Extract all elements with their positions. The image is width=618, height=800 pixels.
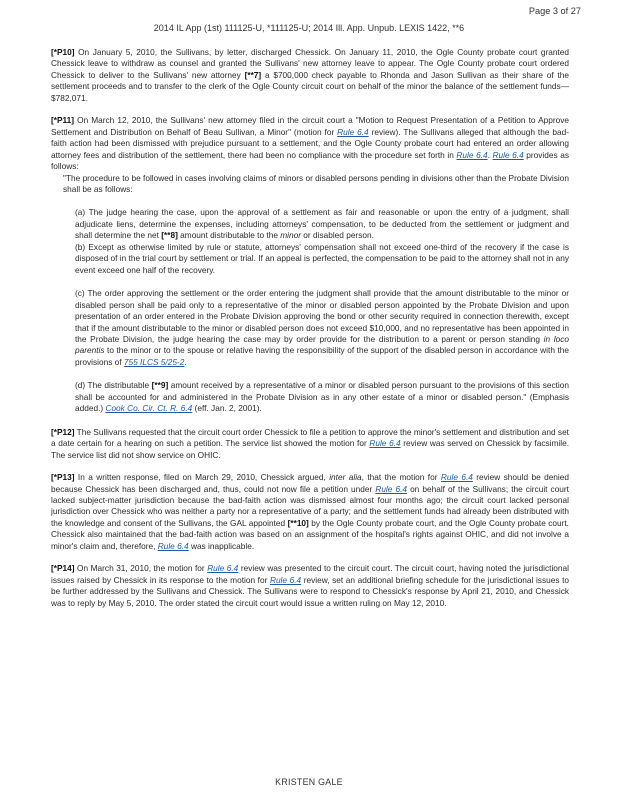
paragraph-p10 (51, 47, 569, 104)
paragraph-text: The Sullivans requested that the circuit court order Chessick to file a petition to approve the minor's settlement and distribution and set a date certain for a hearing on such a petition. The service list showed the motion for (51, 426, 569, 449)
clause-text: . (184, 356, 187, 367)
paragraph-text: review). The Sullivans alleged that although the bad-faith action had been dismissed with prejudice pursuant to a settlement, and the Ogle County probate court had entered an order allowing attorney fees and distribution of the settlement, there had been no compliance with the procedure set forth in (51, 126, 569, 160)
page-number: Page 3 of 27 (528, 6, 581, 16)
quote-clause-d (75, 380, 569, 414)
paragraph-text: review, set an additional briefing schedule for the jurisdictional issues to be further addressed by the Sullivans and Chessick. The Sullivans were to respond to Chessick's response by April 21, 2010, and Chessick was to reply by May 5, 2010. The order stated the circuit court would issue a written ruling on May 12, 2010. (51, 574, 569, 608)
quote-intro: "The procedure to be followed in cases involving claims of minors or disabled persons pending in divisions other than the Probate Division shall be as follows: (63, 172, 569, 194)
rule-6-4-link[interactable]: Rule 6.4 (157, 540, 189, 551)
quote-clause-a (75, 207, 569, 241)
document-body (51, 47, 569, 620)
quote-clause-b: (b) Except as otherwise limited by rule or statute, attorneys' compensation shall not exceed one-third of the recovery if the case is disposed of in the trial court by settlement or trial. If an appeal is perfected, the compensation to be paid to the attorney shall not in any event exceed one half of the recovery. (75, 241, 569, 275)
paragraph-text: review was presented to the circuit court. The circuit court, having noted the jurisdictional issues raised by Chessick in its response to the motion for (51, 563, 569, 585)
paragraph-label: [*P13] (51, 472, 75, 483)
paragraph-text: review should be denied because Chessick has been discharged and, thus, could not now file a petition under (51, 472, 569, 494)
quote-clause-c (75, 288, 569, 368)
clause-emphasis: minor (280, 230, 301, 241)
rule-6-4-link[interactable]: Rule 6.4 (492, 149, 524, 160)
page-marker: [**8] (161, 230, 178, 241)
clause-text: (a) The judge hearing the case, upon the approval of a settlement as fair and reasonable or upon the entry of a judgment, shall adjudicate liens, determine the expenses, including attorneys' compensation, to be deducted from the settlement or judgment and shall determine the net (75, 207, 569, 241)
paragraph-label: [*P12] (51, 426, 75, 437)
page-marker: [**7] (244, 69, 262, 80)
clause-text: amount distributable to the (177, 230, 281, 241)
clause-text: (d) The distributable (75, 380, 152, 391)
clause-text: to the minor or to the spouse or relative having the responsibility of the support of the disabled person in accordance with the provisions of (75, 345, 569, 367)
running-head: 2014 IL App (1st) 111125-U, *111125-U; 2014 Ill. App. Unpub. LEXIS 1422, **6 (153, 23, 465, 33)
rule-6-4-link[interactable]: Rule 6.4 (269, 574, 302, 585)
paragraph-text: On January 5, 2010, the Sullivans, by letter, discharged Chessick. On January 11, 2010, the Ogle County probate court granted Chessick leave to withdraw as counsel and granted the Sullivans' new attorney leave to appear. The Ogle County probate court ordered Chessick to deliver to the Sullivans' new attorney (51, 47, 569, 80)
paragraph-text: . (487, 149, 493, 160)
paragraph-text: , that the motion for (361, 472, 441, 483)
paragraph-p13 (51, 472, 569, 552)
paragraph-label: [*P14] (51, 563, 75, 574)
clause-emphasis: in loco parentis (75, 333, 569, 356)
paragraph-text: was inapplicable. (188, 540, 255, 551)
clause-text: (eff. Jan. 2, 2001). (192, 403, 262, 414)
paragraph-text: a $700,000 check payable to Rhonda and Jason Sullivan as their share of the settlement proceeds and to transfer to the clerk of the Ogle County circuit court on behalf of the minor the balance of the settlement funds—$782,071. (51, 69, 569, 103)
rule-6-4-link[interactable]: Rule 6.4 (456, 149, 488, 160)
paragraph-text: provides as follows: (51, 149, 570, 172)
latin-phrase: inter alia (329, 472, 362, 483)
footer-name: KRISTEN GALE (275, 777, 343, 787)
page-marker: [**9] (151, 380, 169, 391)
page-marker: [**10] (287, 517, 309, 528)
rule-6-4-link[interactable]: Rule 6.4 (369, 438, 401, 449)
rule-6-4-link[interactable]: Rule 6.4 (440, 472, 473, 483)
paragraph-p14 (51, 563, 569, 609)
paragraph-label: [*P10] (51, 47, 75, 57)
paragraph-p12 (51, 427, 569, 461)
statute-link[interactable]: 755 ILCS 5/25-2 (123, 356, 185, 367)
clause-text: or disabled person. (301, 230, 374, 241)
clause-text: amount received by a representative of a minor or disabled person pursuant to the provisions of this section shall be accounted for and administered in the Probate Division as in any other estate of a minor or disabled person." (Emphasis added.) (75, 380, 569, 414)
rule-6-4-link[interactable]: Rule 6.4 (375, 483, 407, 494)
paragraph-text: In a written response, filed on March 29, 2010, Chessick argued, (74, 472, 330, 483)
paragraph-text: review was served on Chessick by facsimile. The service list did not show service on OHIC. (51, 438, 569, 460)
paragraph-text: by the Ogle County probate court, and the Ogle County probate court. Chessick also maintained that the bad-faith action was based on an assignment of the hospital's rights against OHIC, and did not involve a minor's claim and, therefore, (51, 517, 569, 551)
court-rule-link[interactable]: Cook Co. Cir. Ct. R. 6.4 (105, 403, 193, 414)
rule-6-4-link[interactable]: Rule 6.4 (207, 563, 239, 574)
clause-text: (c) The order approving the settlement or the order entering the judgment shall provide that the amount distributable to the minor or disabled person shall be paid only to a representative of the minor or disabled person appointed by the Probate Division and upon presentation of an order entered in the Probate Division approving the bond or other security required in connection therewith, except that if the amount distributable to the minor or disabled person does not exceed $10,000, and no representative has been appointed in the Probate Division, the judge hearing the case may by order provide for the distribution to a parent or person standing (75, 288, 569, 344)
paragraph-text: on behalf of the Sullivans; the circuit court lacked subject-matter jurisdiction because the bad-faith action was dismissed almost four months ago; the circuit court lacked personal jurisdiction over Chessick who was neither a party nor a representative of a party; and the settlement funds had already been distributed with the knowledge and consent of the Sullivans, the GAL appointed (51, 483, 569, 528)
paragraph-label: [*P11] (51, 115, 75, 126)
paragraph-p11 (51, 115, 569, 172)
paragraph-text: On March 12, 2010, the Sullivans' new attorney filed in the circuit court a "Motion to Request Presentation of a Petition to Approve Settlement and Distribution on Behalf of Beau Sullivan, a Minor" (motion for (51, 115, 569, 137)
rule-6-4-link[interactable]: Rule 6.4 (337, 126, 369, 137)
paragraph-text: On March 31, 2010, the motion for (74, 563, 208, 574)
